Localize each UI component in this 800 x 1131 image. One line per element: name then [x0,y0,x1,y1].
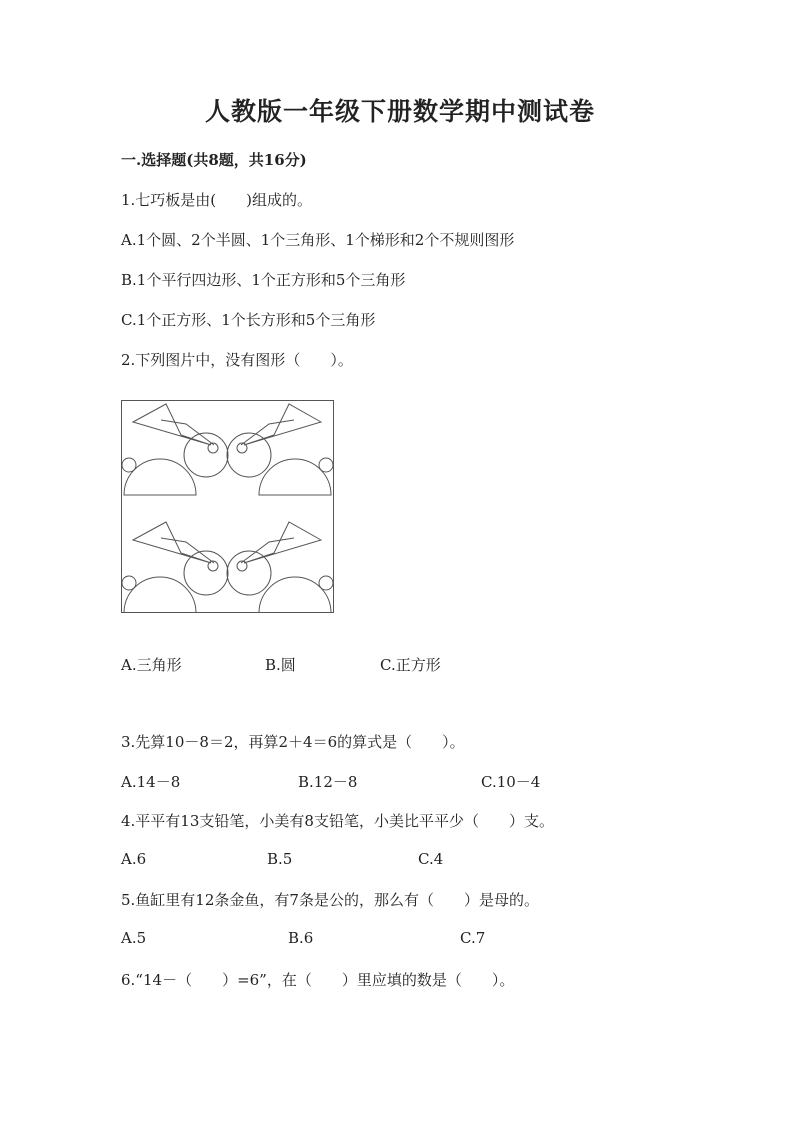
question-5-option-c[interactable]: C.7 [460,929,486,947]
question-2-stem: 2.下列图片中，没有图形（ ）。 [121,351,353,369]
question-2-option-a[interactable]: A.三角形 [121,656,182,674]
question-2-option-b[interactable]: B.圆 [265,656,296,674]
question-5-option-b[interactable]: B.6 [288,929,314,947]
question-6-stem: 6.“14－（ ）=6”，在（ ）里应填的数是（ ）。 [121,971,515,989]
rabbit-figure [121,400,334,613]
question-2-option-c[interactable]: C.正方形 [380,656,441,674]
question-5-stem: 5.鱼缸里有12条金鱼，有7条是公的，那么有（ ）是母的。 [121,891,539,909]
question-1-option-b[interactable]: B.1个平行四边形、1个正方形和5个三角形 [121,271,406,289]
question-5-option-a[interactable]: A.5 [121,929,147,947]
question-1-option-a[interactable]: A.1个圆、2个半圆、1个三角形、1个梯形和2个不规则图形 [121,231,515,249]
question-1-stem: 1.七巧板是由( )组成的。 [121,191,313,209]
question-3-option-b[interactable]: B.12－8 [298,773,358,791]
question-4-option-c[interactable]: C.4 [418,850,444,868]
question-1-option-c[interactable]: C.1个正方形、1个长方形和5个三角形 [121,311,376,329]
question-4-option-a[interactable]: A.6 [121,850,147,868]
question-3-option-c[interactable]: C.10－4 [481,773,541,791]
question-4-option-b[interactable]: B.5 [267,850,293,868]
question-3-stem: 3.先算10－8＝2，再算2＋4＝6的算式是（ ）。 [121,733,465,751]
question-4-stem: 4.平平有13支铅笔，小美有8支铅笔，小美比平平少（ ）支。 [121,812,554,830]
question-3-option-a[interactable]: A.14－8 [121,773,181,791]
section-heading: 一.选择题(共8题，共16分) [121,151,307,169]
page-title: 人教版一年级下册数学期中测试卷 [204,97,595,126]
